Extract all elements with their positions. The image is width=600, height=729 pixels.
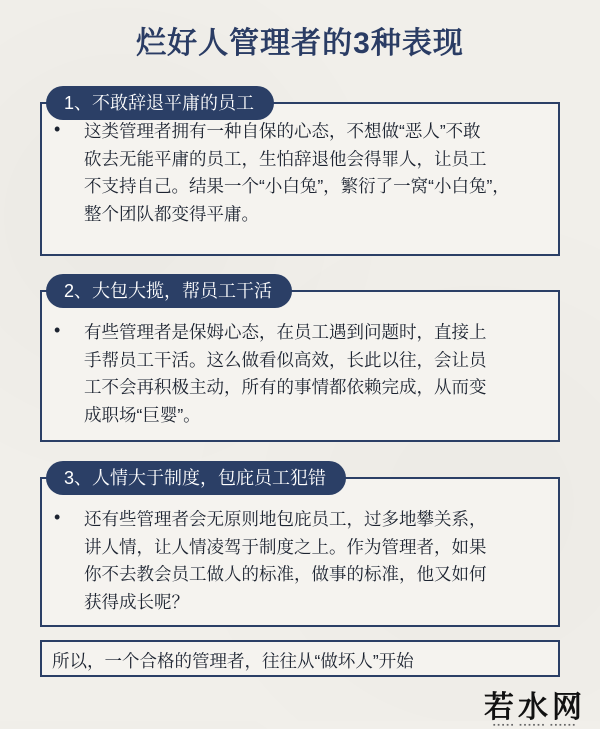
bullet-icon: • (54, 320, 61, 340)
text-line: 整个团队都变得平庸。 (84, 203, 259, 224)
text-line: 讲人情，让人情凌驾于制度之上。作为管理者，如果 (84, 536, 487, 557)
section-1 (40, 86, 560, 256)
bullet-icon: • (54, 507, 61, 527)
text-line: 砍去无能平庸的员工，生怕辞退他会得罪人，让员工 (84, 148, 487, 169)
section-1-heading: 1、不敢辞退平庸的员工 (46, 86, 274, 120)
page-title: 烂好人管理者的3种表现 (136, 27, 464, 60)
watermark-logo (484, 682, 586, 729)
watermark-text: 若水网 (484, 691, 586, 724)
section-2 (40, 274, 560, 444)
section-2-heading: 2、大包大揽，帮员工干活 (46, 274, 292, 308)
text-line: 这类管理者拥有一种自保的心态，不想做“恶人”不敢 (84, 121, 481, 141)
text-line: 手帮员工干活。这么做看似高效，长此以往，会让员 (84, 349, 487, 370)
text-line: 不支持自己。结果一个“小白兔”，繁衍了一窝“小白兔”， (84, 176, 510, 196)
bullet-icon: • (54, 119, 61, 139)
text-line: 有些管理者是保姆心态，在员工遇到问题时，直接上 (84, 322, 487, 342)
conclusion-box (40, 640, 560, 677)
section-1-text (84, 118, 548, 228)
section-3 (40, 461, 560, 627)
conclusion-text: 所以，一个合格的管理者，往往从“做坏人”开始 (52, 651, 414, 671)
section-3-text (84, 506, 548, 616)
section-3-box (40, 477, 560, 627)
text-line: 工不会再积极主动，所有的事情都依赖完成，从而变 (84, 377, 487, 397)
text-line: 成职场“巨婴”。 (84, 404, 201, 425)
section-2-text (84, 319, 548, 429)
section-1-box (40, 102, 560, 256)
text-line: 还有些管理者会无原则地包庇员工，过多地攀关系， (84, 509, 487, 529)
watermark-subtext: ▪▪▪▪▪ ▪▪▪▪▪▪ ▪▪▪▪▪▪ (492, 722, 578, 729)
section-3-heading: 3、人情大于制度，包庇员工犯错 (46, 461, 346, 495)
text-line: 你不去教会员工做人的标准，做事的标准，他又如何 (84, 564, 487, 584)
section-2-box (40, 290, 560, 442)
text-line: 获得成长呢？ (84, 591, 189, 612)
